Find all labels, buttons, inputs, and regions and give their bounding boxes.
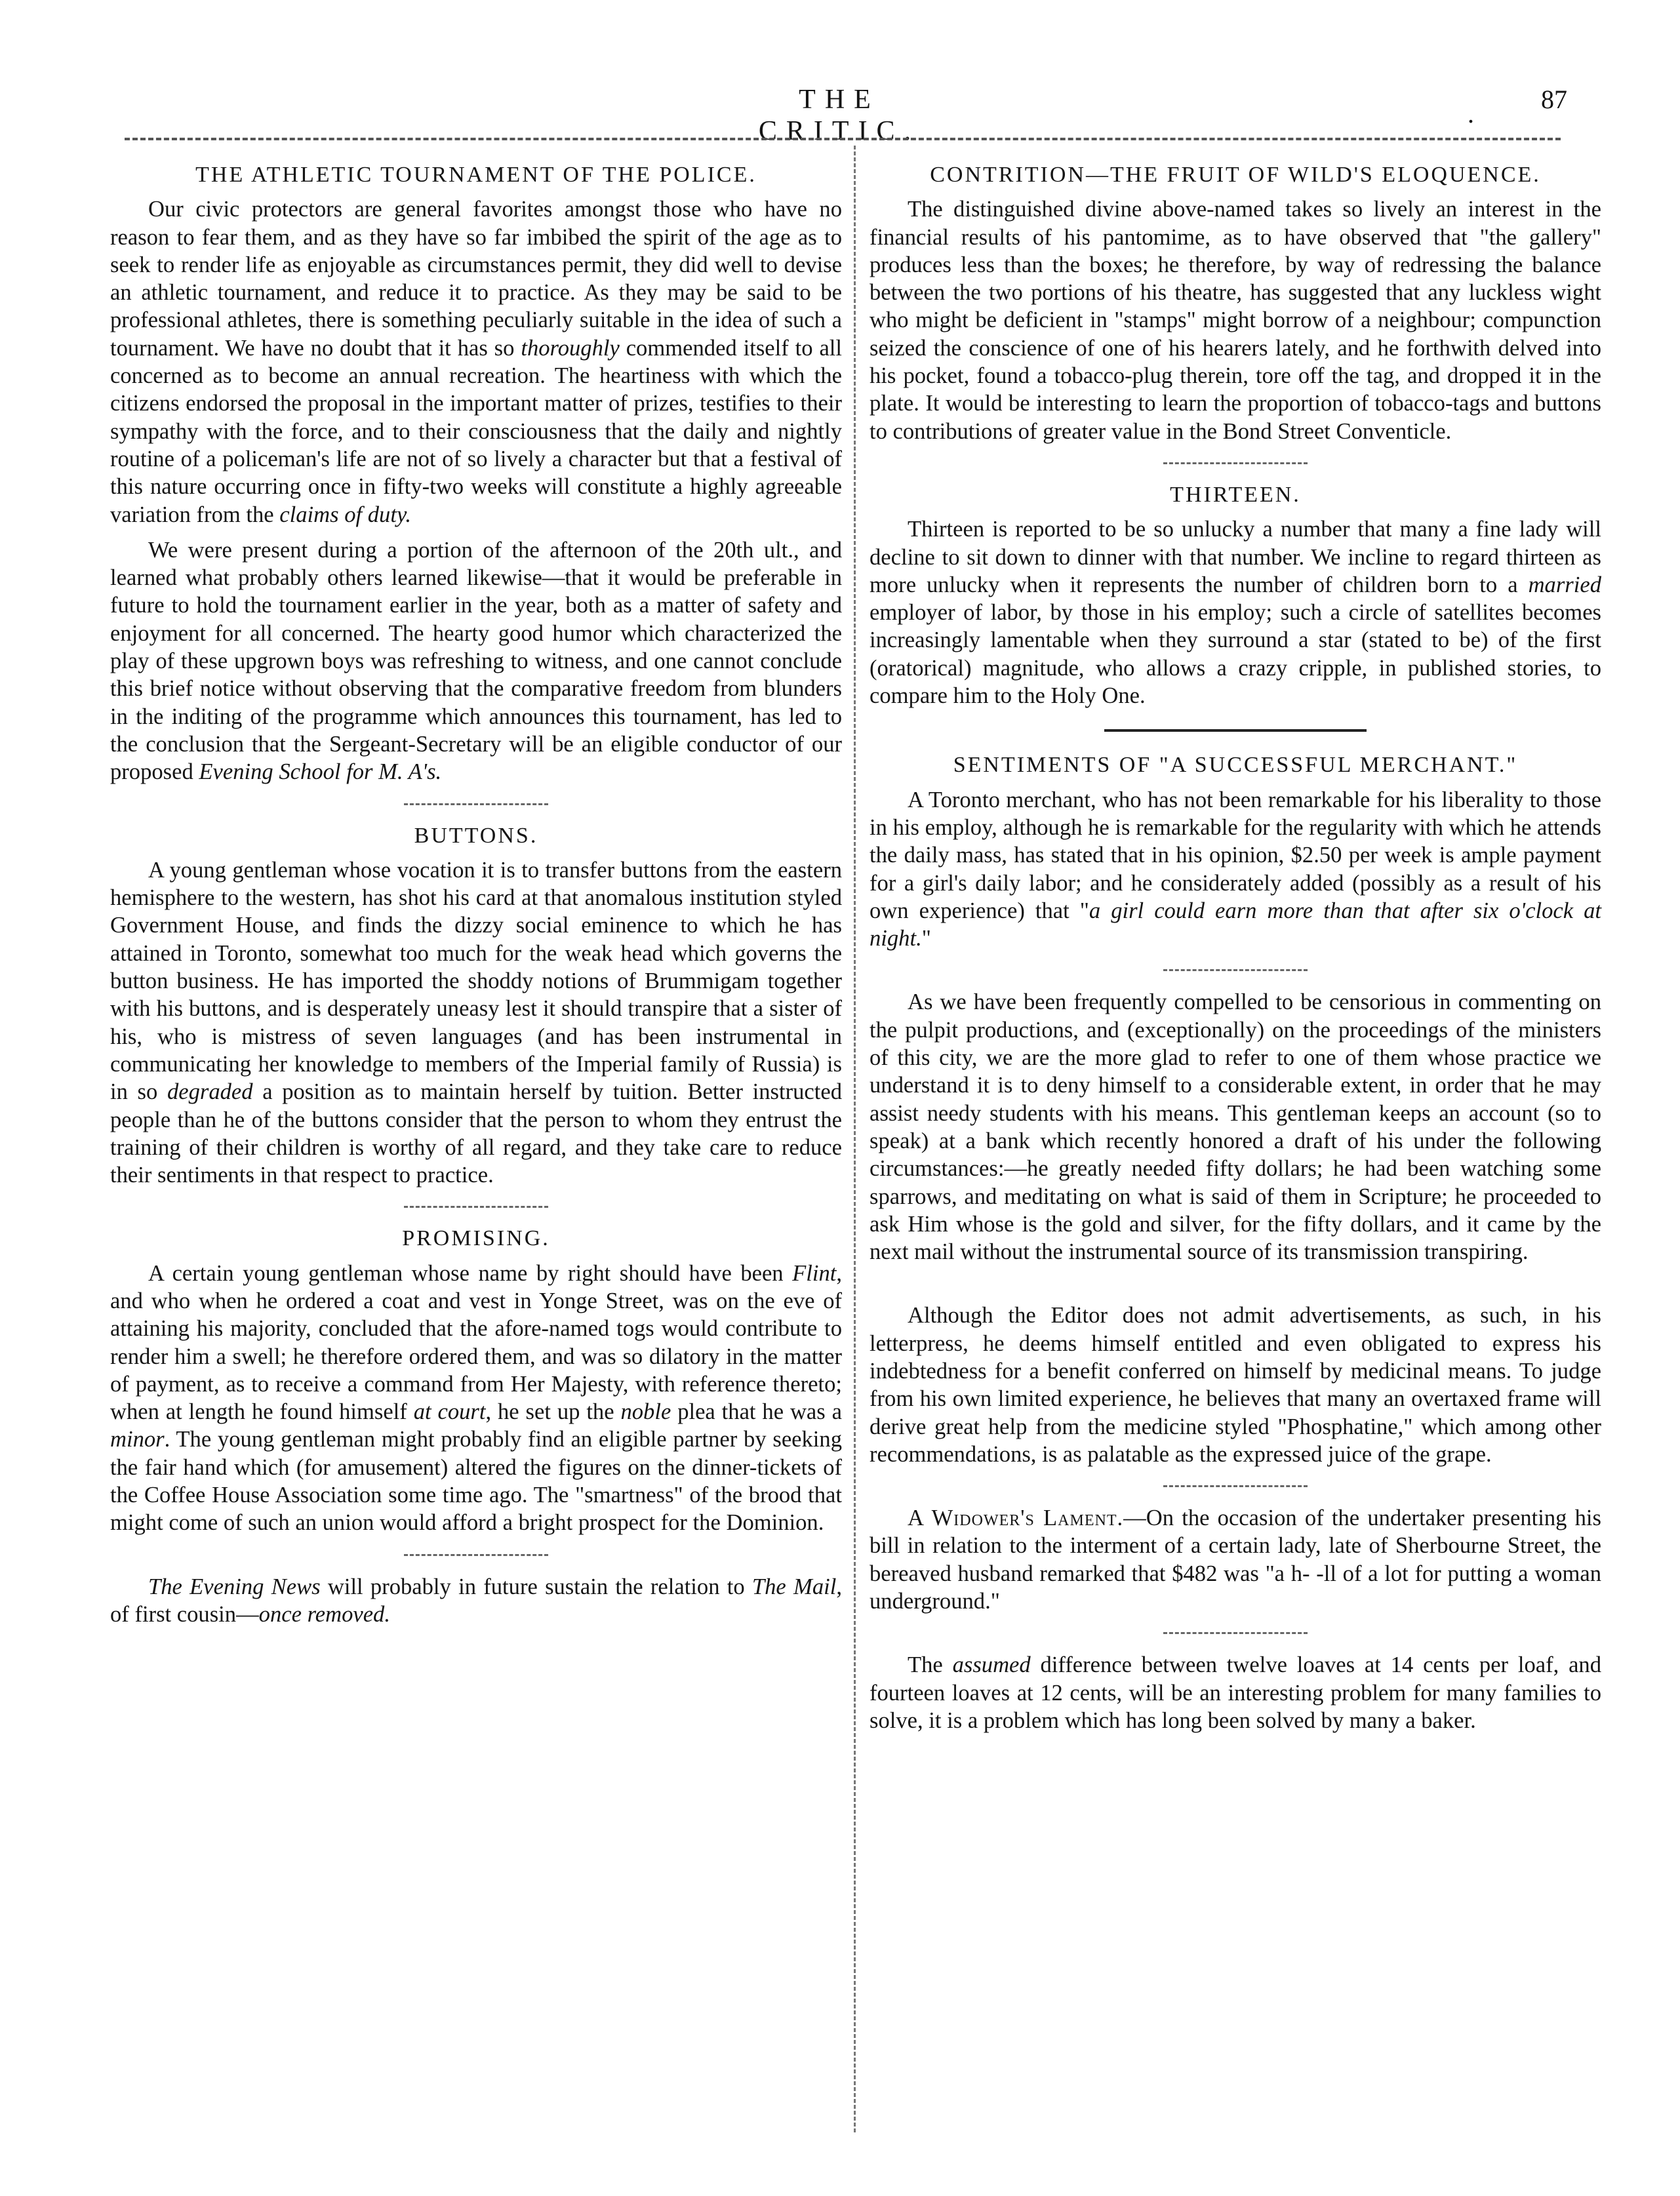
- paragraph-editor: Although the Editor does not admit advertisements, as such, in his letterpress, he deems himself entitled and even obligated to express his indebtedness for a benefit conferred on himself by medicinal means. To judge from his own limited experience, he believes that many an overtaxed frame will derive great help from the medicine styled "Phosphatine," which among other recommendations, is as palatable as the expressed juice of the grape.: [870, 1303, 1601, 1467]
- paragraph-buttons: A young gentleman whose vocation it is to transfer buttons from the eastern hemisphere to the western, has shot his card at that anomalous institution styled Government House, and finds the dizzy social eminence to which he has attained in Toronto, somewhat too much for the weak head which governs the button business. He has imported the shoddy notions of Brummigam together with his buttons, and is desperately uneasy lest it should transpire that a sister of his, who is mistress of seven languages (and has been instrumental in communicating her knowledge to members of the Imperial family of Russia) is in so degraded a position as to maintain herself by tuition. Better instructed people than he of the buttons consider that the person to whom they entrust the training of their children is worthy of all regard, and they take care to reduce their sentiments in that respect to practice.: [110, 857, 842, 1188]
- paragraph-contrition: The distinguished divine above-named takes so lively an interest in the financial results of his pantomime, as to have observed that "the gallery" produces less than the boxes; he therefore, by way of redressing the balance between the two portions of his theatre, has suggested that any luckless wight who might be deficient in "stamps" might borrow of a neighbour; compunction seized the conscience of one of his hearers lately, and he forthwith delved into his pocket, found a tobacco-plug therein, tore off the tag, and dropped it in the plate. It would be interesting to learn the proportion of tobacco-tags and buttons to contributions of greater value in the Bond Street Conventicle.: [870, 197, 1601, 444]
- masthead-dot: .: [1468, 99, 1474, 129]
- heading-athletic-tournament: THE ATHLETIC TOURNAMENT OF THE POLICE.: [195, 163, 757, 187]
- section-rule: [1104, 729, 1367, 732]
- section-divider: [404, 1554, 548, 1556]
- paragraph-widower: A Widower's Lament.—On the occasion of the undertaker presenting his bill in relation to the interment of a certain lady, late of Sherbourne Street, the bereaved husband remarked that $482 was "a h- -ll of a lot for putting a woman underground.": [870, 1506, 1601, 1614]
- section-divider: [1163, 1283, 1308, 1285]
- paragraph-athletic-2: We were present during a portion of the afternoon of the 20th ult., and learned what probably others learned likewise—that it would be preferable in future to hold the tournament earlier in the year, both as a matter of safety and enjoyment for all concerned. The hearty good humor which characterized the play of these upgrown boys was refreshing to witness, and one cannot conclude this brief notice without observing that the comparative freedom from blunders in the inditing of the programme which announces this tournament, has led to the conclusion that the Sergeant-Secretary will be an eligible conductor of our proposed Evening School for M. A's.: [110, 537, 842, 785]
- paragraph-loaves: The assumed difference between twelve loaves at 14 cents per loaf, and fourteen loaves at 12 cents, will be an interesting problem for many families to solve, it is a problem which has long been solved by many a baker.: [870, 1652, 1602, 1733]
- paragraph-sentiments: A Toronto merchant, who has not been remarkable for his liberality to those in his employ, although he is remarkable for the regularity with which he attends the daily mass, has stated that in his opinion, $2.50 per week is ample payment for a girl's daily labor; and he considerately added (possibly as a result of his own experience) that "a girl could earn more than that after six o'clock at night.": [870, 787, 1601, 951]
- paragraph-evening-news: The Evening News will probably in future sustain the relation to The Mail, of first cousin—once removed.: [110, 1574, 842, 1627]
- paragraph-thirteen: Thirteen is reported to be so unlucky a number that many a fine lady will decline to sit down to dinner with that number. We incline to regard thirteen as more unlucky when it represents the number of children born to a married employer of labor, by those in his employ; such a circle of satellites becomes increasingly lamentable when they surround a star (stated to be) of the first (oratorical) magnitude, who allows a crazy cripple, in published stories, to compare him to the Holy One.: [870, 517, 1601, 709]
- header-rule: [125, 138, 1561, 140]
- paragraph-athletic-1: Our civic protectors are general favorites amongst those who have no reason to fear them, and as they have so far imbibed the spirit of the age as to seek to render life as enjoyable as circumstances permit, they did well to devise an athletic tournament, and reduce it to practice. As they may be said to be professional athletes, there is something peculiarly suitable in the idea of such a tournament. We have no doubt that it has so thoroughly commended itself to all concerned as to become an annual recreation. The heartiness with which the citizens endorsed the proposal in the important matter of prizes, testifies to their sympathy with the force, and to their consciousness that the daily and nightly routine of a policeman's life are not of so lively a character but that a festival of this nature occurring once in fifty-two weeks will constitute a highly agreeable variation from the claims of duty.: [110, 197, 843, 527]
- masthead-title: THE CRITIC.: [758, 85, 921, 146]
- section-divider: [1163, 969, 1308, 971]
- section-divider: [404, 1206, 548, 1208]
- left-column: [110, 161, 842, 1628]
- right-column: [870, 161, 1601, 1734]
- column-separator: [854, 146, 856, 2132]
- section-divider: [1163, 1632, 1308, 1634]
- page-number: 87: [1541, 85, 1567, 114]
- heading-contrition: CONTRITION—THE FRUIT OF WILD'S ELOQUENCE.: [930, 163, 1541, 187]
- section-divider: [404, 803, 548, 805]
- heading-promising: PROMISING.: [402, 1226, 550, 1251]
- paragraph-censorious: As we have been frequently compelled to be censorious in commenting on the pulpit productions, and (exceptionally) on the proceedings of the ministers of this city, we are the more glad to refer to one of them whose practice we understand it is to deny himself to a considerable extent, in order that he may assist needy students with his means. This gentleman keeps an account (so to speak) at a bank which recently honored a draft of his under the following circumstances:—he greatly needed fifty dollars; he had been watching some sparrows, and meditating on what is said of them in Scripture; he proceeded to ask Him whose is the gold and silver, for the fifty dollars, and it came by the next mail without the instrumental source of its transmission transpiring.: [870, 989, 1601, 1265]
- heading-thirteen: THIRTEEN.: [1170, 482, 1301, 507]
- section-divider: [1163, 1485, 1308, 1487]
- heading-buttons: BUTTONS.: [414, 823, 538, 848]
- heading-sentiments: SENTIMENTS OF "A SUCCESSFUL MERCHANT.": [953, 753, 1518, 778]
- paragraph-promising: A certain young gentleman whose name by right should have been Flint, and who when he ordered a coat and vest in Yonge Street, was on the eve of attaining his majority, concluded that the afore-named togs would contribute to render him a swell; he therefore ordered them, and was so dilatory in the matter of payment, as to receive a command from Her Majesty, with reference thereto; when at length he found himself at court, he set up the noble plea that he was a minor. The young gentleman might probably find an eligible partner by seeking the fair hand which (for amusement) altered the figures on the dinner-tickets of the Coffee House Association some time ago. The "smartness" of the brood that might come of such an union would afford a bright prospect for the Dominion.: [110, 1260, 842, 1536]
- section-divider: [1163, 462, 1308, 464]
